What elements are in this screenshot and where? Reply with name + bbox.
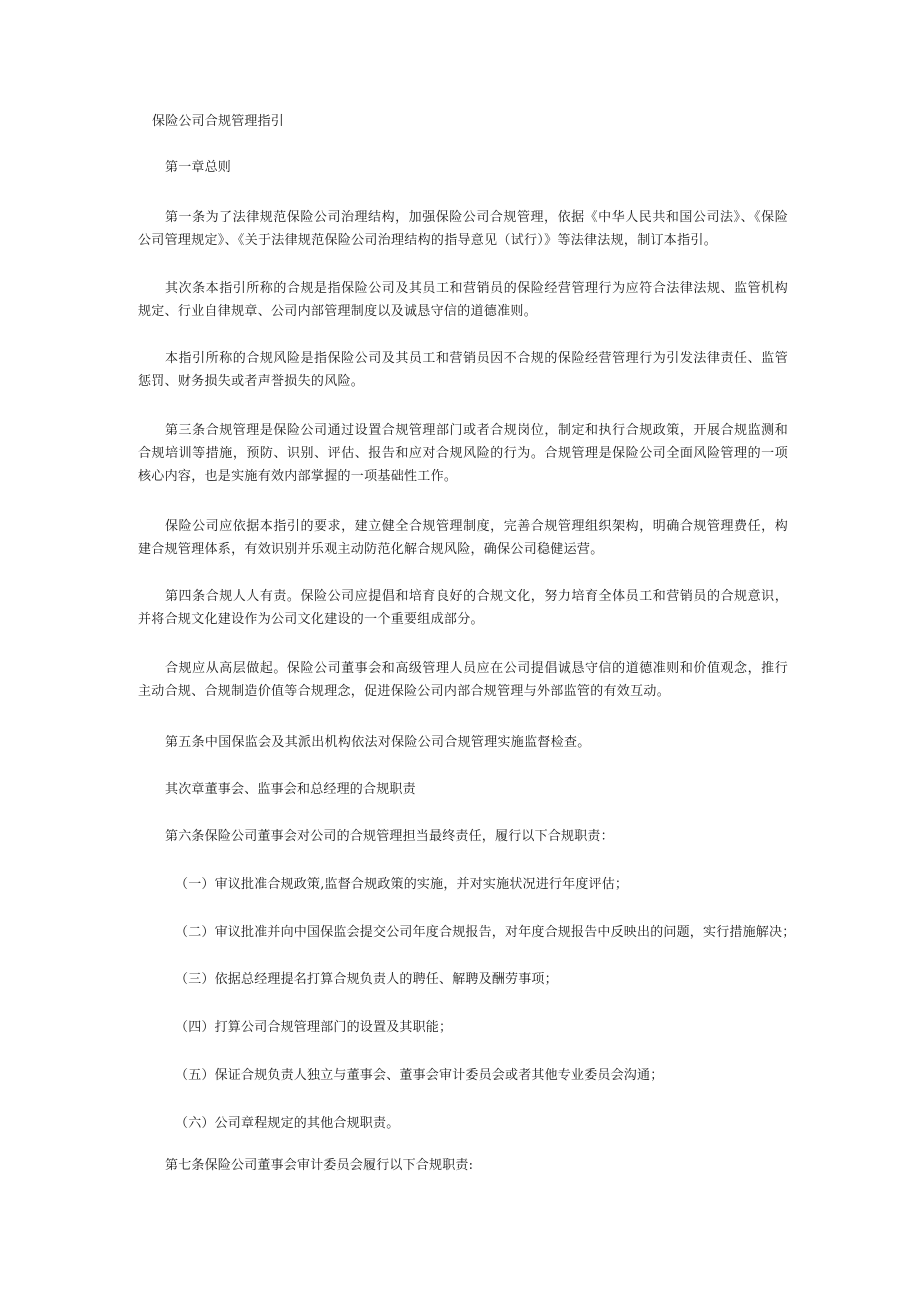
article-4-paragraph: 第四条合规人人有责。保险公司应提倡和培育良好的合规文化，努力培育全体员工和营销员的合规意识，并将合规文化建设作为公司文化建设的一个重要组成部分。 bbox=[138, 589, 788, 627]
article-6-paragraph: 第六条保险公司董事会对公司的合规管理担当最终责任，履行以下合规职责： bbox=[165, 829, 614, 844]
article-3-paragraph: 第三条合规管理是保险公司通过设置合规管理部门或者合规岗位，制定和执行合规政策，开展合规监测和合规培训等措施，预防、识别、评估、报告和应对合规风险的行为。合规管理是保险公司全面风险管理的一项核心内容，也是实施有效内部掌握的一项基础性工作。 bbox=[138, 423, 788, 484]
list-item: （四）打算公司合规管理部门的设置及其职能； bbox=[175, 1020, 453, 1035]
list-item: （二）审议批准并向中国保监会提交公司年度合规报告，对年度合规报告中反映出的问题，实行措施解决； bbox=[175, 925, 796, 940]
list-item: （三）依据总经理提名打算合规负责人的聘任、解聘及酬劳事项； bbox=[175, 972, 558, 987]
document-title: 保险公司合规管理指引 bbox=[152, 114, 285, 129]
article-5-paragraph: 第五条中国保监会及其派出机构依法对保险公司合规管理实施监督检查。 bbox=[165, 735, 591, 750]
compliance-system-paragraph: 保险公司应依据本指引的要求，建立健全合规管理制度，完善合规管理组织架构，明确合规管理费任，构建合规管理体系，有效识别并乐观主动防范化解合规风险，确保公司稳健运营。 bbox=[138, 519, 788, 557]
top-level-compliance-paragraph: 合规应从高层做起。保险公司董事会和高级管理人员应在公司提倡诚恳守信的道德准则和价值观念，推行主动合规、合规制造价值等合规理念，促进保险公司内部合规管理与外部监管的有效互动。 bbox=[138, 661, 788, 699]
compliance-risk-paragraph: 本指引所称的合规风险是指保险公司及其员工和营销员因不合规的保险经营管理行为引发法律责任、监管惩罚、财务损失或者声誉损失的风险。 bbox=[138, 351, 788, 389]
chapter-heading: 第一章总则 bbox=[165, 160, 232, 175]
list-item: （六）公司章程规定的其他合规职责。 bbox=[175, 1116, 400, 1131]
article-7-paragraph: 第七条保险公司董事会审计委员会履行以下合规职责: bbox=[165, 1158, 474, 1173]
article-1-paragraph: 第一条为了法律规范保险公司治理结构，加强保险公司合规管理，依据《中华人民共和国公司法》、《保险公司管理规定》、《关于法律规范保险公司治理结构的指导意见（试行）》等法律法规，制订本指引。 bbox=[138, 210, 788, 248]
article-2-paragraph: 其次条本指引所称的合规是指保险公司及其员工和营销员的保险经营管理行为应符合法律法规、监管机构规定、行业自律规章、公司内部管理制度以及诚恳守信的道德准则。 bbox=[138, 281, 788, 319]
list-item: （一）审议批准合规政策,监督合规政策的实施，并对实施状况进行年度评估； bbox=[175, 877, 629, 892]
chapter-heading: 其次章董事会、监事会和总经理的合规职责 bbox=[165, 782, 416, 797]
list-item: （五）保证合规负责人独立与董事会、董事会审计委员会或者其他专业委员会沟通； bbox=[175, 1068, 664, 1083]
